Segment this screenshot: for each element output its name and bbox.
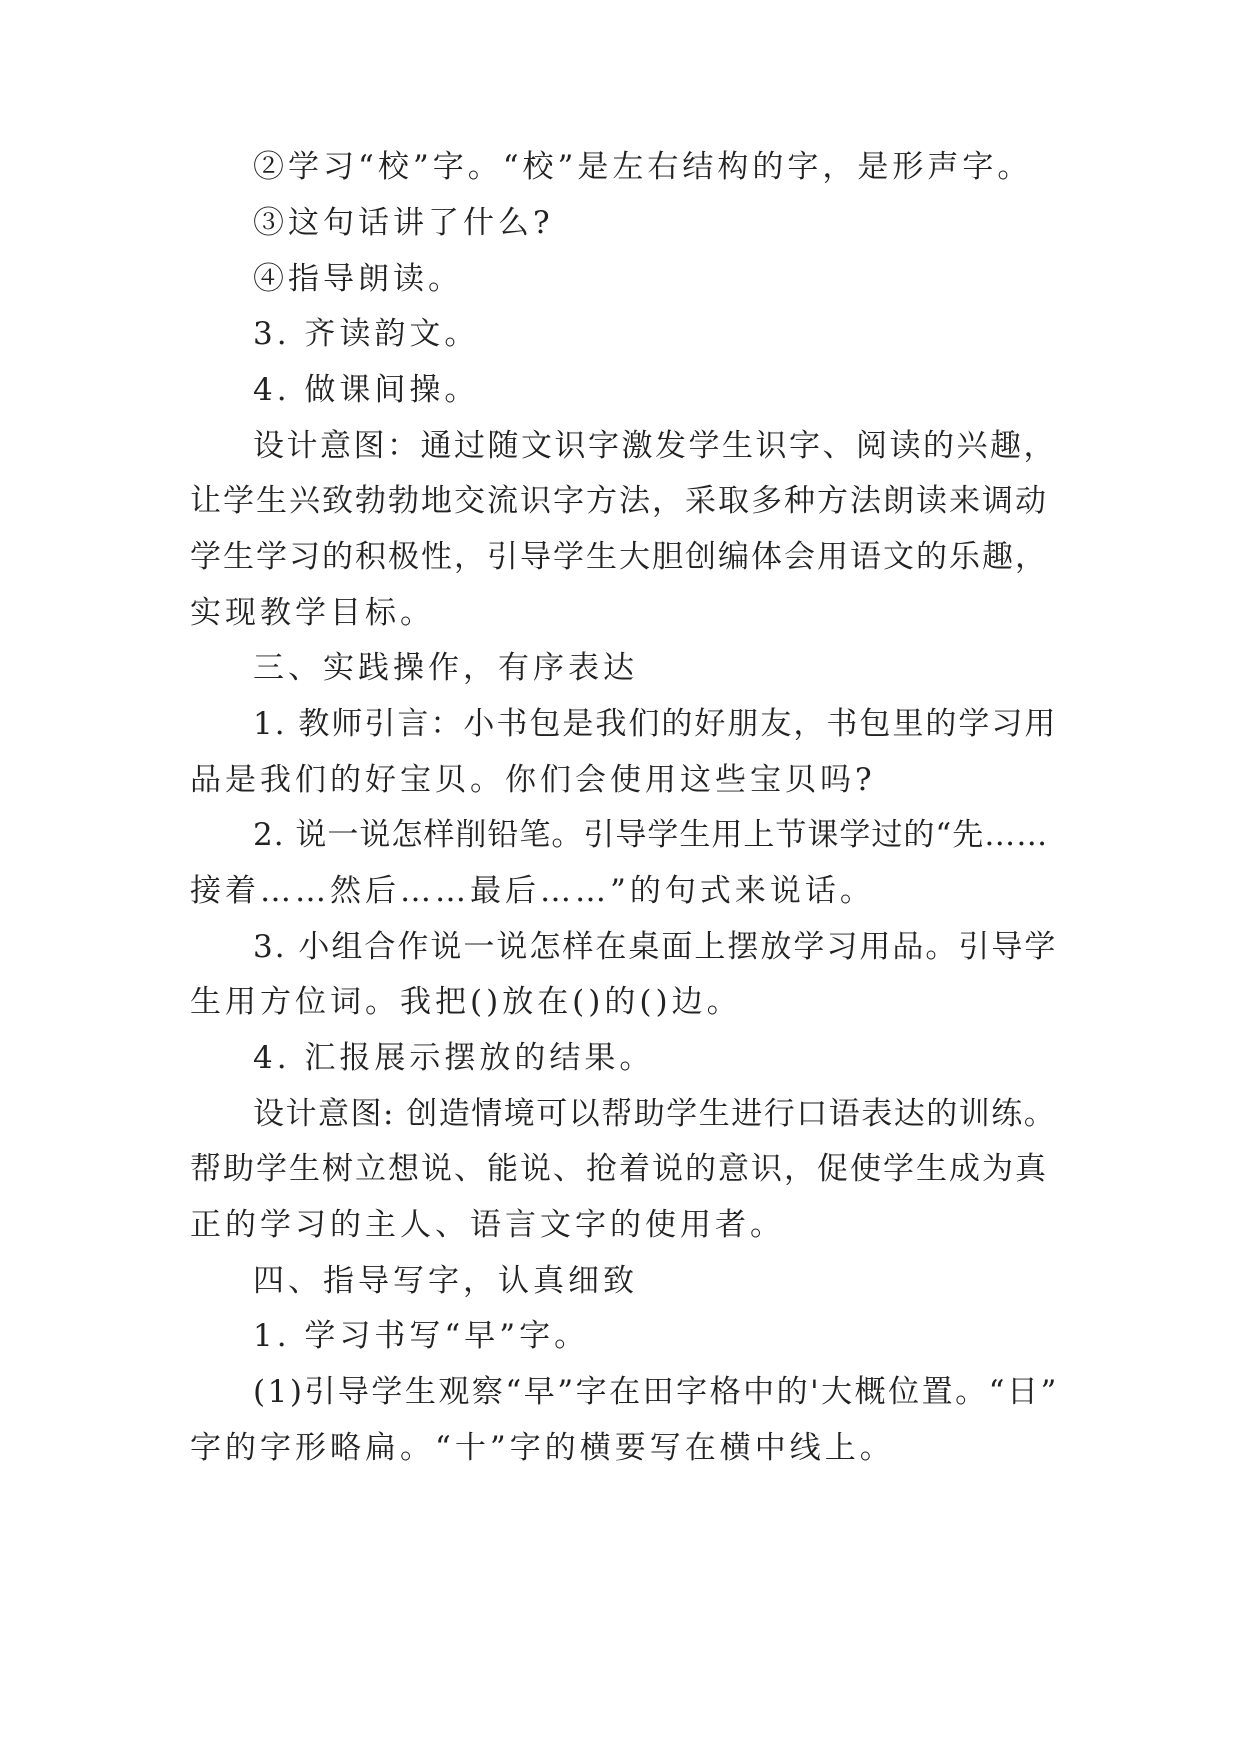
- text-line-22: 1. 学习书写“早”字。: [253, 1318, 590, 1354]
- text-line-7: 让学生兴致勃勃地交流识字方法，采取多种方法朗读来调动: [190, 483, 1048, 519]
- text-line-16: 生用方位词。我把()放在()的()边。: [190, 984, 742, 1020]
- text-line-4: 3. 齐读韵文。: [253, 316, 480, 352]
- text-line-15: 3. 小组合作说一说怎样在桌面上摆放学习用品。引导学: [253, 929, 1058, 965]
- text-line-20: 正的学习的主人、语言文字的使用者。: [190, 1207, 785, 1243]
- text-line-13: 2. 说一说怎样削铅笔。引导学生用上节课学过的“先……: [253, 817, 1049, 853]
- text-line-2: ③这句话讲了什么?: [253, 205, 554, 241]
- text-line-24: 字的字形略扁。“十”字的横要写在横中线上。: [190, 1430, 895, 1466]
- text-line-17: 4. 汇报展示摆放的结果。: [253, 1040, 655, 1076]
- text-line-14: 接着……然后……最后……”的句式来说话。: [190, 873, 875, 909]
- text-line-5: 4. 做课间操。: [253, 372, 480, 408]
- text-line-6: 设计意图：通过随文识字激发学生识字、阅读的兴趣，: [253, 428, 1057, 464]
- text-line-10: 三、实践操作，有序表达: [253, 650, 638, 686]
- text-line-8: 学生学习的积极性，引导学生大胆创编体会用语文的乐趣，: [190, 539, 1048, 575]
- text-line-3: ④指导朗读。: [253, 261, 463, 297]
- text-line-9: 实现教学目标。: [190, 595, 435, 631]
- text-line-23: (1)引导学生观察“早”字在田字格中的'大概位置。“日”: [253, 1374, 1059, 1410]
- text-line-21: 四、指导写字，认真细致: [253, 1263, 638, 1299]
- text-line-19: 帮助学生树立想说、能说、抢着说的意识，促使学生成为真: [190, 1151, 1048, 1187]
- text-line-11: 1. 教师引言：小书包是我们的好朋友，书包里的学习用: [253, 706, 1058, 742]
- text-line-18: 设计意图: 创造情境可以帮助学生进行口语表达的训练。: [253, 1096, 1057, 1132]
- text-line-12: 品是我们的好宝贝。你们会使用这些宝贝吗?: [190, 762, 876, 798]
- text-line-1: ②学习“校”字。“校”是左右结构的字，是形声字。: [253, 149, 1033, 185]
